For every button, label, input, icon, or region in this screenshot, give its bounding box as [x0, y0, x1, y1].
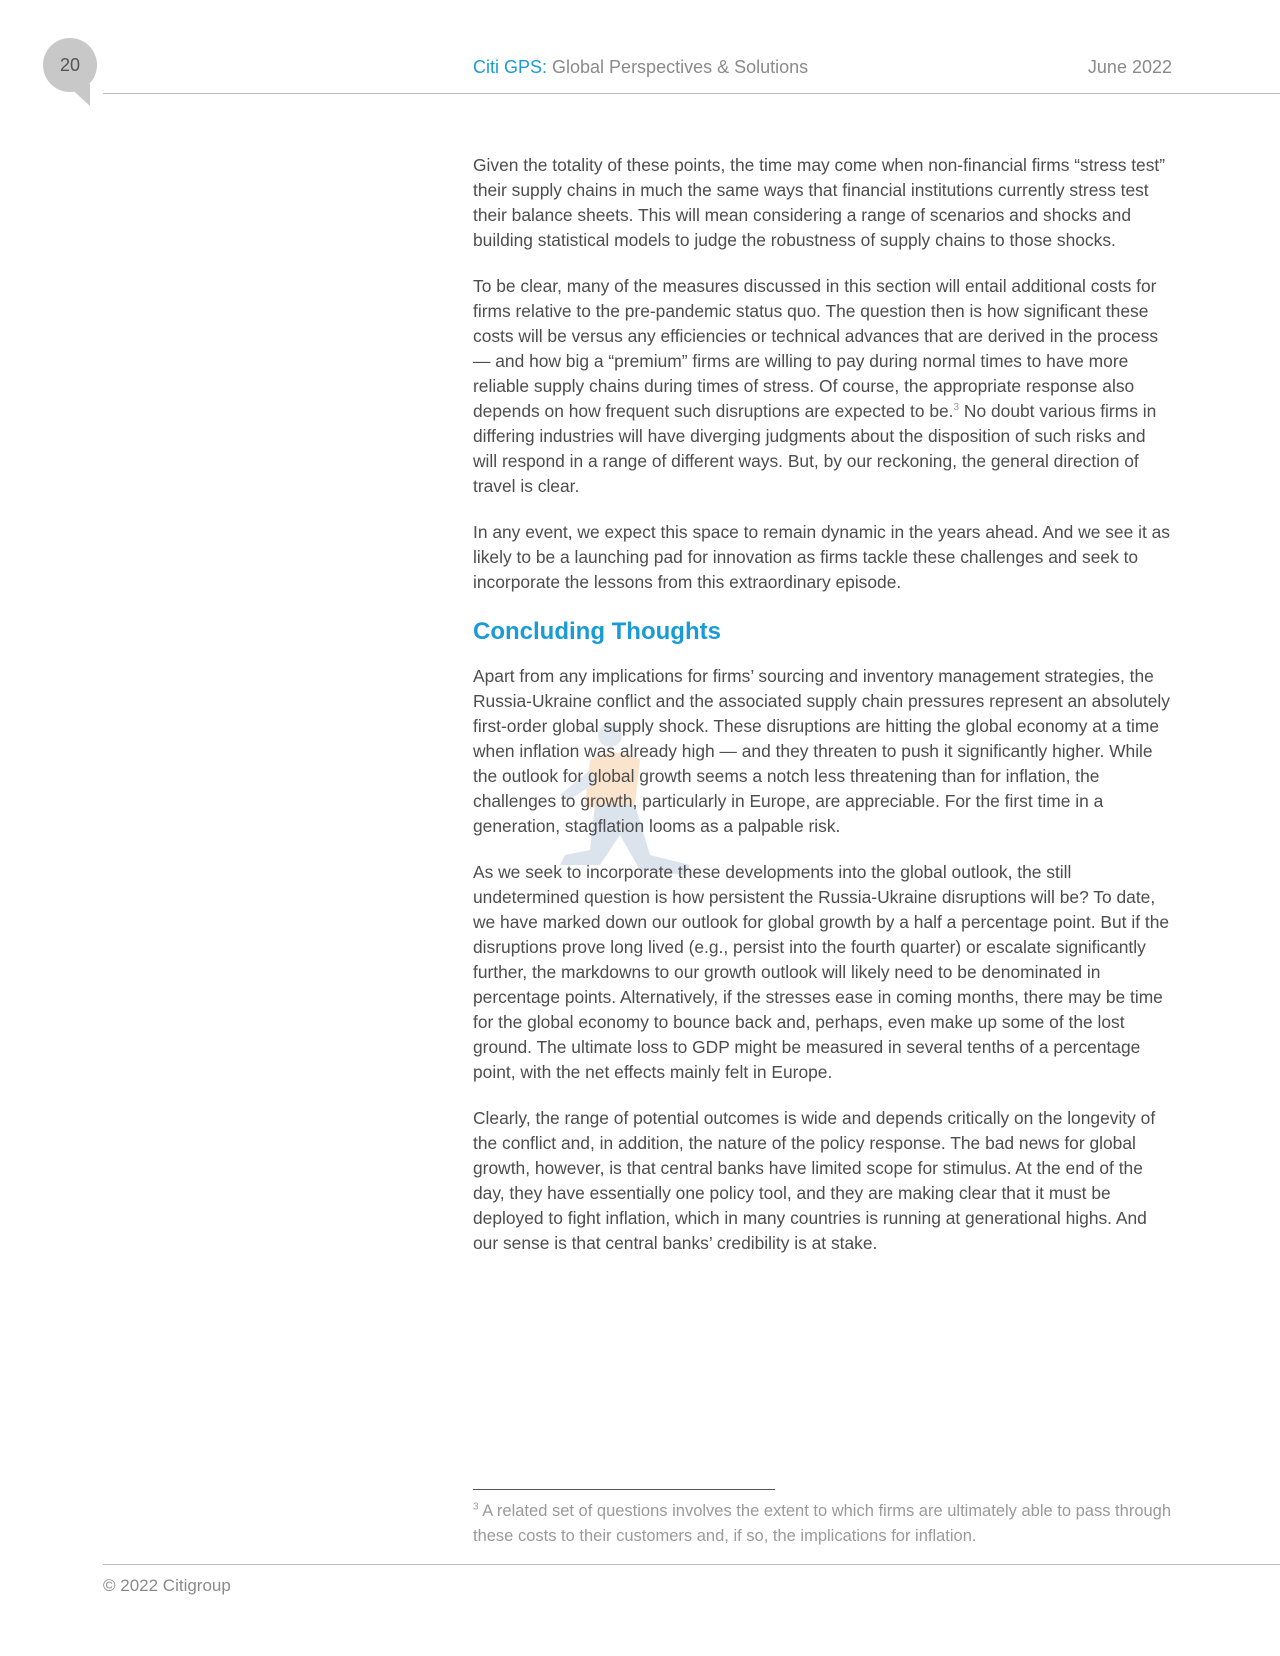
body-paragraph — [473, 274, 1173, 499]
body-paragraph: As we seek to incorporate these developments into the global outlook, the still undetermined question is how persistent the Russia-Ukraine disruptions will be? To date, we have marked down our outlook for global growth by a half a percentage point. But if the disruptions prove long lived (e.g., persist into the fourth quarter) or escalate significantly further, the markdowns to our growth outlook will likely need to be denominated in percentage points. Alternatively, if the stresses ease in coming months, there may be time for the global economy to bounce back and, perhaps, even make up some of the lost ground. The ultimate loss to GDP might be measured in several tenths of a percentage point, with the net effects mainly felt in Europe. — [473, 862, 1170, 1082]
page-number: 20 — [59, 55, 81, 75]
footnote-marker: 3 — [473, 1501, 479, 1513]
header-brand: Citi GPS: — [473, 57, 548, 77]
footnote-reference[interactable]: 3 — [953, 402, 960, 414]
body-paragraph: In any event, we expect this space to remain dynamic in the years ahead. And we see it as likely to be a launching pad for innovation as firms tackle these challenges and seek to incorporate the lessons from this extraordinary episode. — [473, 522, 1170, 592]
paragraph-text: No doubt various firms in differing industries will have diverging judgments about the disposition of such risks and will respond in a range of different ways. But, by our reckoning, the general direction of travel is clear. — [473, 401, 1157, 496]
footer-divider — [103, 1564, 1280, 1565]
article-body — [473, 153, 1173, 1277]
header-title — [473, 57, 808, 78]
paragraph-text: To be clear, many of the measures discussed in this section will entail additional costs for firms relative to the pre-pandemic status quo. The question then is how significant these costs will be versus any efficiencies or technical advances that are derived in the process — and how big a “premium” firms are willing to pay during normal times to have more reliable supply chains during times of stress. Of course, the appropriate response also depends on how frequent such disruptions are expected to be. — [473, 276, 1159, 421]
header-subtitle: Global Perspectives & Solutions — [547, 57, 809, 77]
footnote — [473, 1499, 1173, 1549]
header-divider — [103, 93, 1280, 94]
section-heading: Concluding Thoughts — [473, 618, 721, 645]
body-paragraph: Clearly, the range of potential outcomes is wide and depends critically on the longevity of the conflict and, in addition, the nature of the policy response. The bad news for global growth, however, is that central banks have limited scope for stimulus. At the end of the day, they have essentially one policy tool, and they are making clear that it must be deployed to fight inflation, which in many countries is running at generational highs. And our sense is that central banks’ credibility is at stake. — [473, 1108, 1156, 1253]
body-paragraph: Given the totality of these points, the time may come when non-financial firms “stress test” their supply chains in much the same ways that financial institutions currently stress test their balance sheets. This will mean considering a range of scenarios and shocks and building statistical models to judge the robustness of supply chains to those shocks. — [473, 155, 1166, 250]
header-date: June 2022 — [1087, 57, 1172, 77]
footnote-divider — [473, 1489, 775, 1490]
copyright: © 2022 Citigroup — [103, 1576, 231, 1595]
footnote-text: A related set of questions involves the extent to which firms are ultimately able to pass through these costs to their customers and, if so, the implications for inflation. — [473, 1502, 1172, 1545]
body-paragraph: Apart from any implications for firms’ sourcing and inventory management strategies, the Russia-Ukraine conflict and the associated supply chain pressures represent an absolutely first-order global supply shock. These disruptions are hitting the global economy at a time when inflation was already high — and they threaten to push it significantly higher. While the outlook for global growth seems a notch less threatening than for inflation, the challenges to growth, particularly in Europe, are appreciable. For the first time in a generation, stagflation looms as a palpable risk. — [473, 666, 1170, 836]
